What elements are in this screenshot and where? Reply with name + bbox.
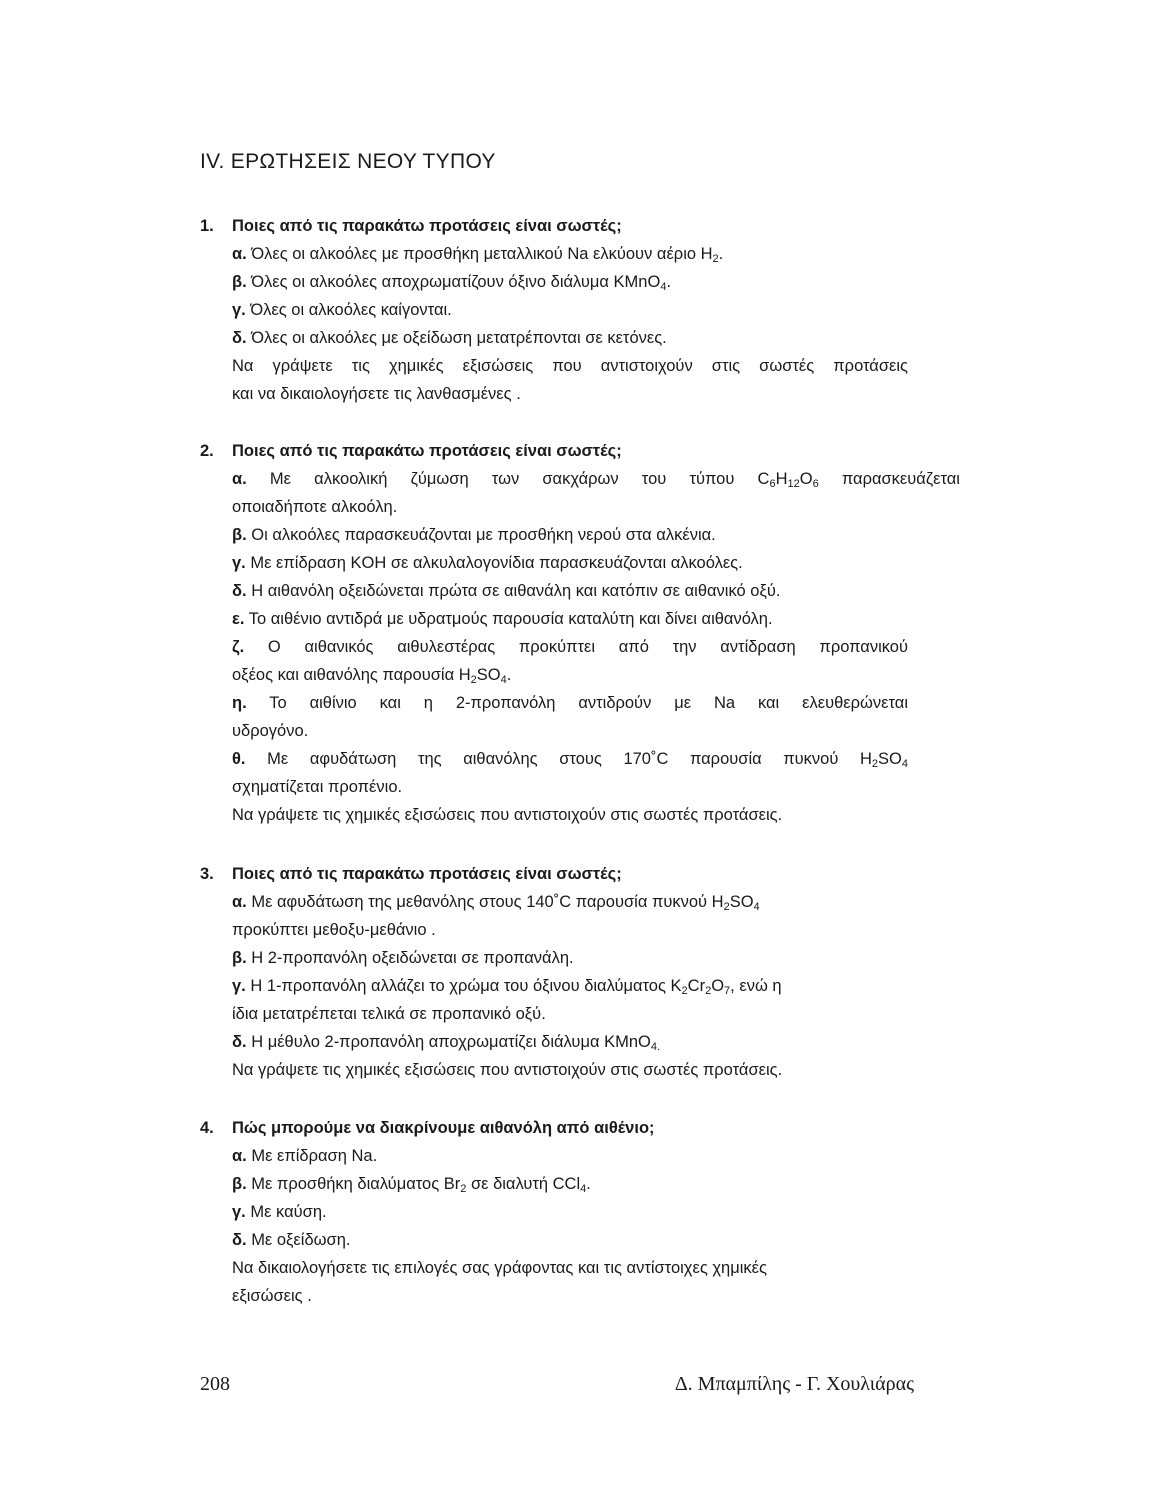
question-text: Ποιες από τις παρακάτω προτάσεις είναι σωστές;: [232, 217, 622, 235]
option-c: γ. Όλες οι αλκοόλες καίγονται.: [232, 301, 452, 319]
question-text: Ποιες από τις παρακάτω προτάσεις είναι σωστές;: [232, 442, 622, 460]
question-4: [200, 1114, 960, 1310]
option-a: α. Με αφυδάτωση της μεθανόλης στους 140˚C παρουσία πυκνού $H_2SO_4$: [232, 893, 760, 913]
question-number: 3.: [200, 865, 214, 883]
instruction-continued: εξισώσεις .: [232, 1287, 312, 1305]
option-a-continued: οποιαδήποτε αλκοόλη.: [232, 498, 398, 516]
question-number: 1.: [200, 217, 214, 235]
question-2: [200, 437, 960, 829]
question-number: 4.: [200, 1119, 214, 1137]
option-b: β. Όλες οι αλκοόλες αποχρωματίζουν όξινο διάλυμα KMnO$_4$.: [232, 273, 672, 293]
question-1: [200, 212, 960, 408]
page-number: 208: [200, 1373, 230, 1395]
option-d: δ. Η αιθανόλη οξειδώνεται πρώτα σε αιθανάλη και κατόπιν σε αιθανικό οξύ.: [232, 582, 781, 600]
instruction: Να δικαιολογήσετε τις επιλογές σας γράφοντας και τις αντίστοιχες χημικές: [232, 1259, 767, 1277]
option-d: δ. Με οξείδωση.: [232, 1231, 351, 1249]
option-d: δ. Η μέθυλο 2-προπανόλη αποχρωματίζει διάλυμα KMnO$_{4.}$: [232, 1033, 661, 1053]
option-c: γ. Με επίδραση KOH σε αλκυλαλογονίδια παρασκευάζονται αλκοόλες.: [232, 554, 743, 572]
section-heading: IV. ΕΡΩΤΗΣΕΙΣ ΝΕΟΥ ΤΥΠΟΥ: [200, 150, 496, 173]
instruction-continued: και να δικαιολογήσετε τις λανθασμένες .: [232, 385, 521, 403]
option-a: α. Με επίδραση Na.: [232, 1147, 378, 1165]
footer-authors: Δ. Μπαμπίλης - Γ. Χουλιάρας: [674, 1373, 914, 1395]
instruction: Να γράψετε τις χημικές εξισώσεις που αντιστοιχούν στις σωστές προτάσεις.: [232, 806, 783, 824]
option-h-continued: υδρογόνο.: [232, 722, 309, 740]
question-3: [200, 860, 960, 1084]
question-text: Ποιες από τις παρακάτω προτάσεις είναι σωστές;: [232, 865, 622, 883]
instruction: Να γράψετε τις χημικές εξισώσεις που αντιστοιχούν στις σωστές προτάσεις: [232, 357, 908, 375]
option-z: ζ. Ο αιθανικός αιθυλεστέρας προκύπτει από την αντίδραση προπανικού: [232, 638, 908, 656]
option-c: γ. Με καύση.: [232, 1203, 327, 1221]
option-b: β. Με προσθήκη διαλύματος $Br_2$ σε διαλυτή CCl$_4$.: [232, 1175, 591, 1195]
question-text: Πώς μπορούμε να διακρίνουμε αιθανόλη από αιθένιο;: [232, 1119, 655, 1137]
option-d: δ. Όλες οι αλκοόλες με οξείδωση μετατρέπονται σε κετόνες.: [232, 329, 667, 347]
option-c: γ. Η 1-προπανόλη αλλάζει το χρώμα του όξινου διαλύματος $K_2Cr_2O_7$, ενώ η: [232, 977, 782, 997]
option-b: β. Η 2-προπανόλη οξειδώνεται σε προπανάλη.: [232, 949, 574, 967]
option-h: η. Το αιθίνιο και η 2-προπανόλη αντιδρούν με Na και ελευθερώνεται: [232, 694, 908, 712]
option-b: β. Οι αλκοόλες παρασκευάζονται με προσθήκη νερού στα αλκένια.: [232, 526, 716, 544]
option-th: θ. Με αφυδάτωση της αιθανόλης στους 170˚C παρουσία πυκνού $H_2SO_4$: [232, 750, 908, 770]
option-a: α. Όλες οι αλκοόλες με προσθήκη μεταλλικού Na ελκύουν αέριο $H_2$.: [232, 245, 724, 265]
option-a: α. Με αλκοολική ζύμωση των σακχάρων του τύπου $C_6H_{12}O_6$ παρασκευάζεται: [232, 470, 960, 490]
instruction: Να γράψετε τις χημικές εξισώσεις που αντιστοιχούν στις σωστές προτάσεις.: [232, 1061, 783, 1079]
option-e: ε. Το αιθένιο αντιδρά με υδρατμούς παρουσία καταλύτη και δίνει αιθανόλη.: [232, 610, 773, 628]
option-th-continued: σχηματίζεται προπένιο.: [232, 778, 403, 796]
option-a-continued: προκύπτει μεθοξυ-μεθάνιο .: [232, 921, 436, 939]
option-c-continued: ίδια μετατρέπεται τελικά σε προπανικό οξύ.: [232, 1005, 546, 1023]
question-number: 2.: [200, 442, 214, 460]
option-z-continued: οξέος και αιθανόλης παρουσία $H_2SO_4$.: [232, 666, 512, 686]
